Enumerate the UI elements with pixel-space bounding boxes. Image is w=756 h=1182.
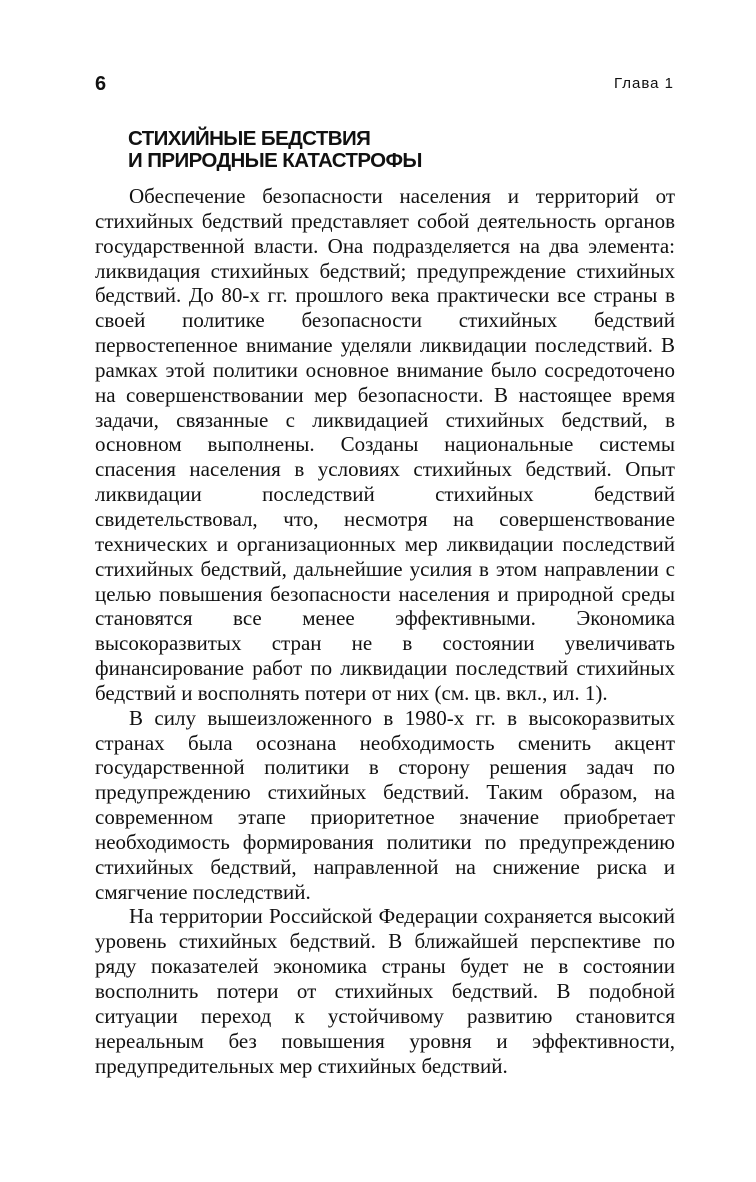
paragraph-1: Обеспечение безопасности населения и территорий от стихийных бедствий представляет собой деятельность органов государственной власти. Она подразделяется на два элемента: ликвидация стихийных бедствий; предупреждение стихийных бедствий. До 80-х гг. прошлого века практически все страны в своей политике безопасности стихийных бедствий первостепенное внимание уделяли ликвидации последствий. В рамках этой политики основное внимание было сосредоточено на совершенствовании мер безопасности. В настоящее время задачи, связанные с ликвидацией стихийных бедствий, в основном выполнены. Созданы национальные системы спасения населения в условиях стихийных бедствий. Опыт ликвидации последствий стихийных бедствий свидетельствовал, что, несмотря на совершенствование технических и организационных мер ликвидации последствий стихийных бедствий, дальнейшие усилия в этом направлении с целью повышения безопасности населения и природной среды становятся все менее эффективными. Экономика высокоразвитых стран не в состоянии увеличивать финансирование работ по ликвидации последствий стихийных бедствий и восполнять потери от них (см. цв. вкл., ил. 1). <box>95 184 675 705</box>
body-text <box>95 184 675 1078</box>
paragraph-3: На территории Российской Федерации сохраняется высокий уровень стихийных бедствий. В ближайшей перспективе по ряду показателей экономика страны будет не в состоянии восполнить потери от стихийных бедствий. В подобной ситуации переход к устойчивому развитию становится нереальным без повышения уровня и эффективности, предупредительных мер стихийных бедствий. <box>95 904 675 1078</box>
section-title-line-2: И ПРИРОДНЫЕ КАТАСТРОФЫ <box>128 149 422 172</box>
section-title <box>128 128 688 172</box>
paragraph-2: В силу вышеизложенного в 1980-х гг. в высокоразвитых странах была осознана необходимость сменить акцент государственной политики в сторону решения задач по предупреждению стихийных бедствий. Таким образом, на современном этапе приоритетное значение приобретает необходимость формирования политики по предупреждению стихийных бедствий, направленной на снижение риска и смягчение последствий. <box>95 705 675 904</box>
page-number: 6 <box>95 73 107 95</box>
section-title-line-1: СТИХИЙНЫЕ БЕДСТВИЯ <box>128 127 371 150</box>
running-head: Глава 1 <box>613 75 674 92</box>
